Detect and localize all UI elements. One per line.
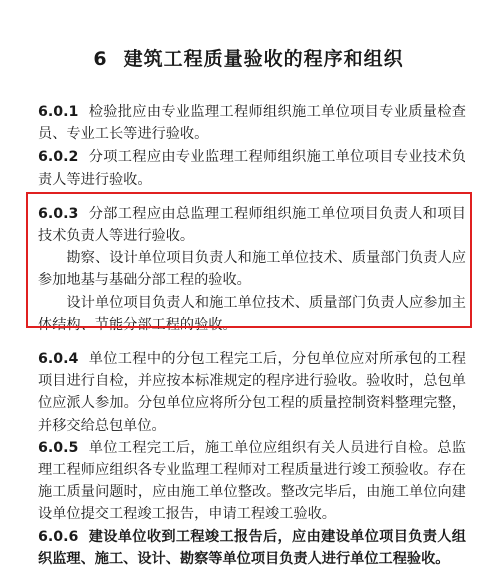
clause-text: 单位工程中的分包工程完工后，分包单位应对所承包的工程项目进行自检，并应按本标准规定的程序进行验收。验收时，总包单位应派人参加。分包单位应将所分包工程的质量控制资料整理完整，并移交给总包单位。 <box>38 351 466 434</box>
clause-6-0-3 <box>38 203 466 247</box>
clause-text: 单位工程完工后，施工单位应组织有关人员进行自检。总监理工程师应组织各专业监理工程师对工程质量进行竣工预验收。存在施工质量问题时，应由施工单位整改。整改完毕后，由施工单位向建设单位提交工程竣工报告，申请工程竣工验收。 <box>38 439 466 523</box>
clause-number: 6.0.3 <box>38 205 79 222</box>
clause-number: 6.0.1 <box>38 104 79 120</box>
chapter-title-text: 建筑工程质量验收的程序和组织 <box>123 48 404 70</box>
clause-text: 分项工程应由专业监理工程师组织施工单位项目专业技术负责人等进行验收。 <box>38 149 466 188</box>
clause-6-0-3-paragraph: 设计单位项目负责人和施工单位技术、质量部门负责人应参加主体结构、节能分部工程的验收。 <box>38 294 466 333</box>
clause-6-0-3-paragraph: 勘察、设计单位项目负责人和施工单位技术、质量部门负责人应参加地基与基础分部工程的验收。 <box>38 250 466 289</box>
chapter-number: 6 <box>93 48 108 70</box>
clause-6-0-1 <box>38 101 466 145</box>
document-body <box>38 101 466 570</box>
clause-number: 6.0.2 <box>38 149 79 166</box>
clause-text: 建设单位收到工程竣工报告后，应由建设单位项目负责人组织监理、施工、设计、勘察等单位项目负责人进行单位工程验收。 <box>38 528 466 567</box>
clause-6-0-5 <box>38 437 466 526</box>
chapter-title <box>0 44 497 71</box>
clause-number: 6.0.4 <box>38 351 79 368</box>
clause-text: 分部工程应由总监理工程师组织施工单位项目负责人和项目技术负责人等进行验收。 <box>38 205 466 245</box>
clause-6-0-2 <box>38 146 466 190</box>
clause-6-0-6 <box>38 526 466 570</box>
clause-number: 6.0.6 <box>38 528 79 545</box>
clause-6-0-4 <box>38 348 466 437</box>
clause-number: 6.0.5 <box>38 439 79 456</box>
clause-text: 检验批应由专业监理工程师组织施工单位项目专业质量检查员、专业工长等进行验收。 <box>38 104 466 143</box>
